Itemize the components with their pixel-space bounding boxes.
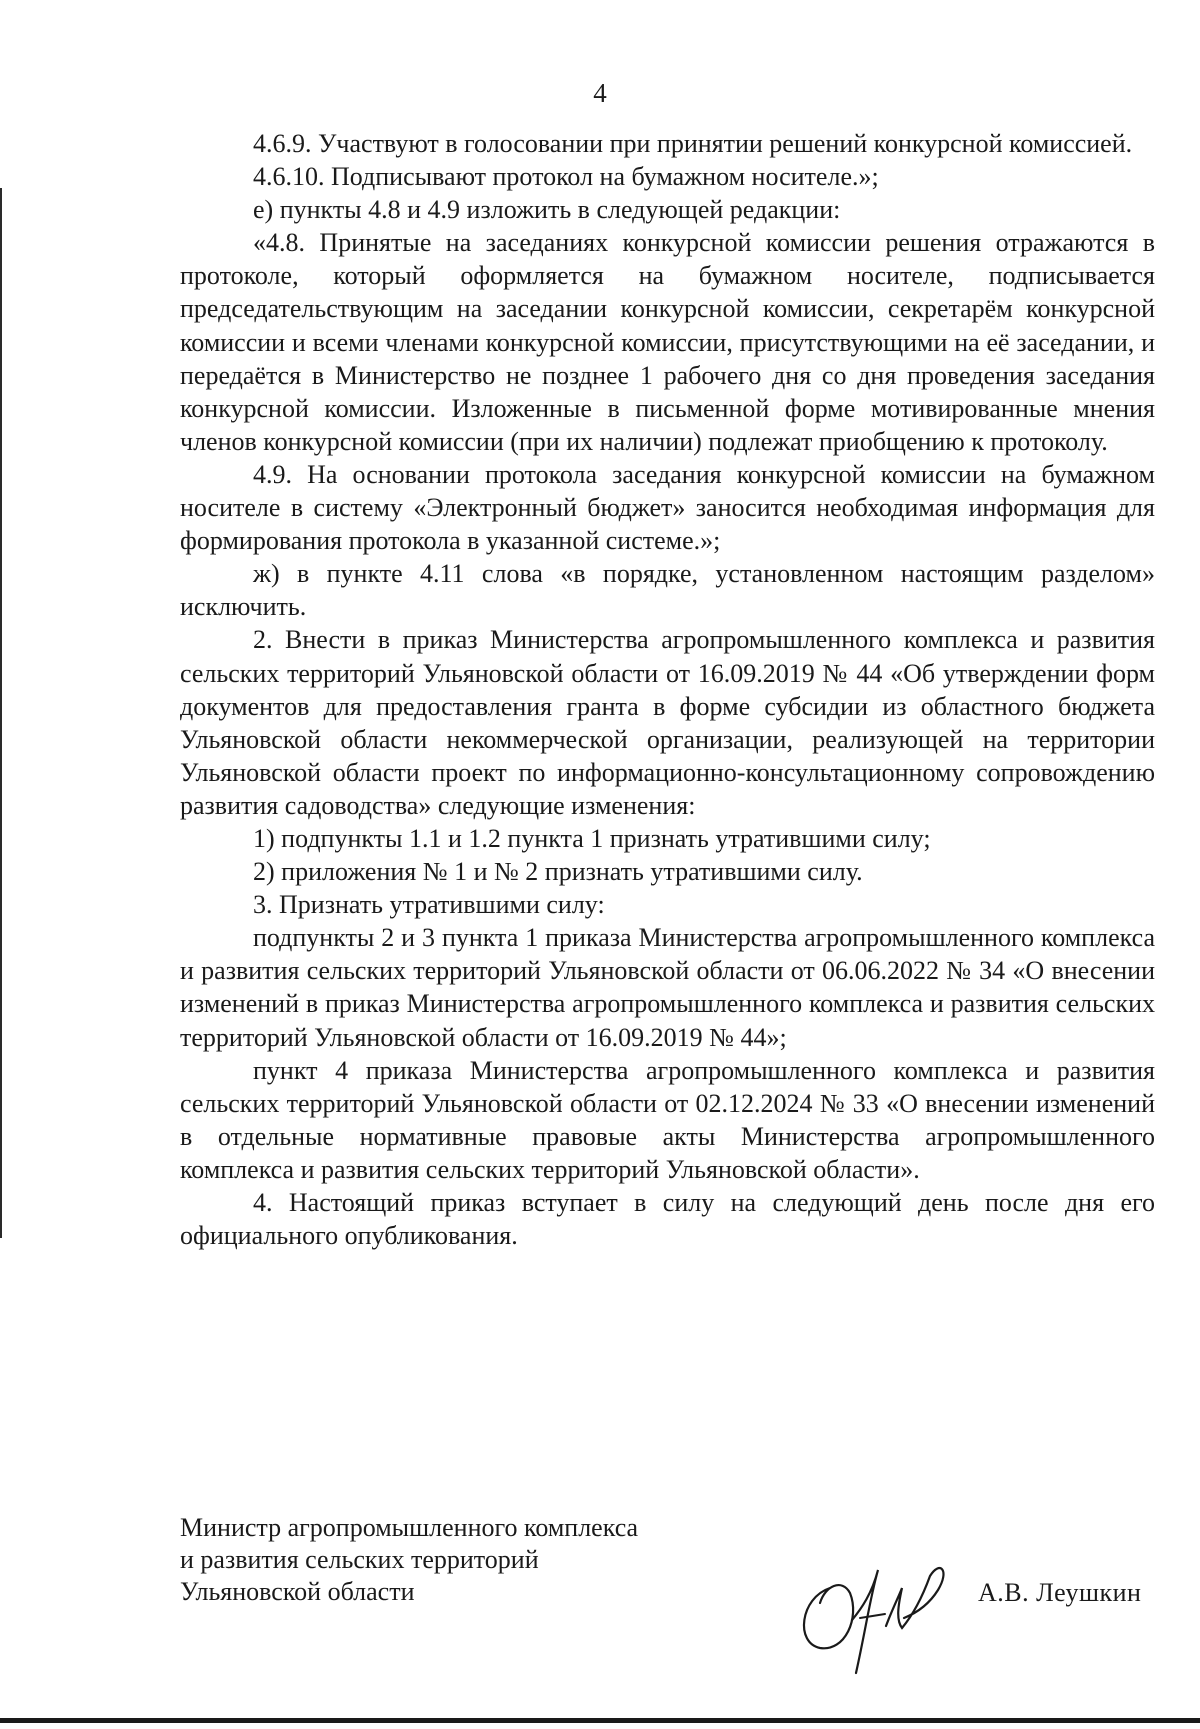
paragraph-3-item-a: подпункты 2 и 3 пункта 1 приказа Министерства агропромышленного комплекса и развития сельских территорий Ульяновской области от 06.06.2022 № 34 «О внесении изменений в приказ Министерства агропромышленного комплекса и развития сельских территорий Ульяновской области от 16.09.2019 № 44»; <box>180 923 1155 1052</box>
signer-position-line: Ульяновской области <box>180 1577 415 1606</box>
paragraph-2-sub-2: 2) приложения № 1 и № 2 признать утратившими силу. <box>253 857 863 887</box>
scan-edge-bottom <box>0 1718 1200 1723</box>
signer-name: А.В. Леушкин <box>978 1578 1142 1607</box>
paragraph-2: 2. Внести в приказ Министерства агропромышленного комплекса и развития сельских территорий Ульяновской области от 16.09.2019 № 44 «Об утверждении форм документов для предоставления гранта в форме субсидии из областного бюджета Ульяновской области некоммерческой организации, реализующей на территории Ульяновской области проект по информационно-консультационному сопровождению развития садоводства» следующие изменения: <box>180 625 1155 820</box>
scan-edge-left <box>0 188 2 1238</box>
signer-position-line: и развития сельских территорий <box>180 1545 539 1574</box>
paragraph-item-e: е) пункты 4.8 и 4.9 изложить в следующей редакции: <box>253 195 841 225</box>
paragraph-4-8: «4.8. Принятые на заседаниях конкурсной комиссии решения отражаются в протоколе, который оформляется на бумажном носителе, подписывается председательствующим на заседании конкурсной комиссии, секретарём конкурсной комиссии и всеми членами конкурсной комиссии, присутствующими на её заседании, и передаётся в Министерство не позднее 1 рабочего дня со дня проведения заседания конкурсной комиссии. Изложенные в письменной форме мотивированные мнения членов конкурсной комиссии (при их наличии) подлежат приобщению к протоколу. <box>180 228 1155 456</box>
paragraph-4-6-9: 4.6.9. Участвуют в голосовании при принятии решений конкурсной комиссией. <box>253 129 1133 158</box>
paragraph-3: 3. Признать утратившими силу: <box>253 890 605 920</box>
paragraph-2-sub-1: 1) подпункты 1.1 и 1.2 пункта 1 признать утратившими силу; <box>253 823 931 853</box>
document-body <box>180 127 1155 1252</box>
paragraph-item-zh: ж) в пункте 4.11 слова «в порядке, установленном настоящим разделом» исключить. <box>180 559 1155 622</box>
paragraph-4: 4. Настоящий приказ вступает в силу на следующий день после дня его официального опубликования. <box>180 1188 1155 1251</box>
signer-position <box>180 1512 638 1608</box>
page-number: 4 <box>593 78 607 108</box>
paragraph-4-9: 4.9. На основании протокола заседания конкурсной комиссии на бумажном носителе в систему «Электронный бюджет» заносится необходимая информация для формирования протокола в указанной системе.»; <box>180 459 1155 556</box>
signer-position-line: Министр агропромышленного комплекса <box>180 1513 639 1542</box>
handwritten-signature <box>790 1548 960 1678</box>
paragraph-3-item-b: пункт 4 приказа Министерства агропромышленного комплекса и развития сельских территорий Ульяновской области от 02.12.2024 № 33 «О внесении изменений в отдельные нормативные правовые акты Министерства агропромышленного комплекса и развития сельских территорий Ульяновской области». <box>180 1055 1155 1184</box>
paragraph-4-6-10: 4.6.10. Подписывают протокол на бумажном носителе.»; <box>253 162 879 192</box>
